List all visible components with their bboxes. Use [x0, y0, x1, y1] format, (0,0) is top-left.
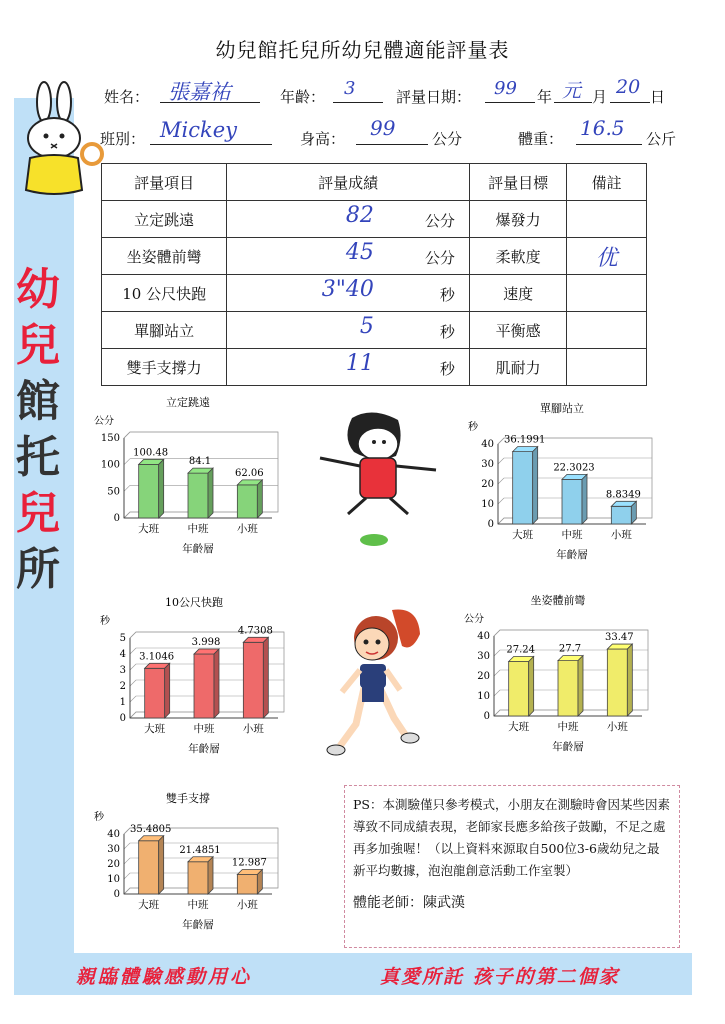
y-tick-label: 1 — [119, 697, 126, 708]
bar — [139, 464, 159, 518]
y-axis-label: 公分 — [464, 614, 484, 625]
chart-sit-and-reach — [462, 592, 662, 762]
y-tick-label: 30 — [107, 844, 120, 855]
chart-10m-run — [98, 594, 298, 764]
y-tick-label: 0 — [113, 889, 120, 900]
chart-standing-jump — [92, 394, 292, 564]
item-cell: 立定跳遠 — [102, 201, 227, 238]
page-title: 幼兒館托兒所幼兒體適能評量表 — [215, 38, 510, 62]
result-unit: 秒 — [439, 360, 455, 378]
chart-title: 單腳站立 — [540, 402, 584, 415]
bar-side — [165, 663, 170, 718]
note-cell: 优 — [567, 238, 647, 275]
weight-unit: 公斤 — [646, 130, 677, 148]
running-girl-illustration — [322, 606, 432, 776]
y-axis-label: 公分 — [94, 416, 114, 427]
bar — [145, 668, 165, 718]
y-tick-label: 30 — [481, 459, 494, 470]
table-row — [102, 349, 647, 386]
bar-side — [257, 480, 262, 518]
bar — [139, 841, 159, 894]
table-header: 評量項目 — [102, 164, 227, 201]
note-cell — [567, 349, 647, 386]
age-value: 3 — [344, 78, 356, 99]
y-tick-label: 0 — [119, 713, 126, 724]
y-tick-label: 20 — [481, 479, 494, 490]
data-label: 36.1991 — [503, 434, 546, 446]
bar — [607, 649, 627, 716]
y-tick-label: 20 — [107, 859, 120, 870]
x-axis-label: 年齡層 — [552, 741, 584, 753]
name-label: 姓名： — [104, 88, 150, 106]
y-tick-label: 0 — [113, 513, 120, 524]
data-label: 3.1046 — [139, 651, 175, 663]
x-tick-label: 小班 — [242, 723, 264, 735]
age-label: 年齡： — [280, 88, 326, 106]
chart-one-leg-stand — [466, 400, 666, 570]
x-tick-label: 小班 — [606, 721, 628, 733]
footer-left-slogan: 親臨體驗感動用心 — [76, 966, 253, 988]
ps-note-text: PS：本測驗僅只參考模式，小朋友在測驗時會因某些因素導致不同成績表現，老師家長應多給孩子鼓勵，不足之處再多加強喔！（以上資料來源取自500位3-6歲幼兒之最新平均數據，泡泡龍創意活動工作室製） — [353, 797, 670, 878]
result-value: 11 — [345, 351, 374, 376]
x-tick-label: 中班 — [193, 723, 215, 735]
y-tick-label: 100 — [100, 459, 120, 471]
item-cell: 單腳站立 — [102, 312, 227, 349]
data-label: 12.987 — [231, 857, 267, 869]
item-cell: 坐姿體前彎 — [102, 238, 227, 275]
y-tick-label: 10 — [481, 499, 494, 510]
data-label: 35.4805 — [129, 823, 172, 835]
y-tick-label: 3 — [119, 665, 126, 676]
x-tick-label: 大班 — [138, 523, 160, 535]
class-value: Mickey — [160, 118, 237, 142]
height-value: 99 — [370, 116, 396, 140]
result-unit: 秒 — [439, 286, 455, 304]
result-value: 82 — [345, 203, 374, 228]
chart-title: 立定跳遠 — [166, 396, 210, 409]
table-row — [102, 238, 647, 275]
bar-side — [159, 836, 164, 894]
x-tick-label: 中班 — [187, 523, 209, 535]
x-tick-label: 中班 — [187, 899, 209, 911]
bar — [194, 654, 214, 718]
item-cell: 10 公尺快跑 — [102, 275, 227, 312]
table-header: 評量成績 — [227, 164, 470, 201]
result-value: 5 — [359, 314, 374, 339]
y-tick-label: 40 — [477, 631, 490, 642]
date-label: 評量日期： — [396, 88, 472, 106]
data-label: 4.7308 — [237, 625, 273, 637]
teacher-signature: 體能老師：陳武漢 — [353, 895, 465, 911]
y-tick-label: 10 — [477, 691, 490, 702]
bar-side — [529, 657, 534, 716]
x-tick-label: 小班 — [236, 523, 258, 535]
month-label: 月 — [592, 88, 608, 106]
height-label: 身高： — [300, 130, 346, 148]
table-row — [102, 201, 647, 238]
result-value: 45 — [345, 240, 374, 265]
table-header: 評量目標 — [469, 164, 566, 201]
y-axis-label: 秒 — [94, 812, 104, 823]
goal-cell: 平衡感 — [469, 312, 566, 349]
bar-side — [578, 656, 583, 716]
weight-label: 體重： — [518, 130, 564, 148]
data-label: 21.4851 — [179, 844, 221, 856]
data-label: 100.48 — [133, 447, 169, 459]
chart-title: 雙手支撐 — [166, 792, 210, 805]
data-label: 84.1 — [188, 456, 212, 468]
height-unit: 公分 — [432, 130, 463, 148]
result-unit: 秒 — [439, 323, 455, 341]
y-tick-label: 30 — [477, 651, 490, 662]
bar-side — [208, 857, 213, 894]
note-cell — [567, 312, 647, 349]
bar — [237, 485, 257, 518]
note-cell — [567, 275, 647, 312]
day-label: 日 — [650, 88, 666, 106]
data-label: 22.3023 — [553, 462, 595, 474]
bar — [188, 473, 208, 518]
sidebar-char: 兒 — [16, 488, 60, 539]
bar — [188, 862, 208, 894]
x-axis-label: 年齡層 — [188, 743, 220, 755]
date-month: 元 — [562, 80, 582, 102]
x-tick-label: 大班 — [512, 529, 534, 541]
data-label: 62.06 — [235, 467, 264, 479]
jumping-kid-illustration — [312, 408, 442, 553]
result-value: 3"40 — [321, 277, 374, 302]
table-row — [102, 312, 647, 349]
sidebar-char: 幼 — [16, 264, 60, 315]
y-tick-label: 10 — [107, 874, 120, 885]
bar-side — [533, 447, 538, 524]
name-value: 張嘉祐 — [168, 80, 231, 104]
table-header: 備註 — [567, 164, 647, 201]
y-tick-label: 4 — [119, 649, 126, 660]
sidebar-char: 托 — [16, 432, 60, 483]
y-tick-label: 50 — [107, 486, 120, 498]
goal-cell: 爆發力 — [469, 201, 566, 238]
result-unit: 公分 — [424, 212, 455, 230]
bar-side — [159, 459, 164, 518]
sidebar-char: 館 — [16, 376, 60, 427]
y-tick-label: 5 — [119, 633, 126, 644]
bunny-mascot-icon — [12, 80, 108, 200]
x-axis-label: 年齡層 — [182, 919, 214, 931]
data-label: 27.7 — [558, 643, 582, 655]
y-tick-label: 150 — [100, 433, 120, 444]
data-label: 33.47 — [605, 632, 634, 644]
weight-value: 16.5 — [580, 116, 625, 140]
sidebar-char: 兒 — [16, 320, 60, 371]
x-tick-label: 大班 — [144, 723, 166, 735]
bar-side — [214, 649, 219, 718]
table-header-row — [102, 164, 647, 201]
x-axis-label: 年齡層 — [556, 549, 588, 561]
date-year: 99 — [494, 78, 517, 99]
x-tick-label: 中班 — [561, 529, 583, 541]
class-label: 班別： — [100, 130, 146, 148]
y-axis-label: 秒 — [468, 422, 478, 433]
y-tick-label: 20 — [477, 671, 490, 682]
data-label: 27.24 — [506, 644, 535, 656]
x-axis-label: 年齡層 — [182, 543, 214, 555]
chart-title: 10公尺快跑 — [165, 596, 223, 609]
x-tick-label: 大班 — [508, 721, 530, 733]
goal-cell: 柔軟度 — [469, 238, 566, 275]
bar-side — [627, 644, 632, 716]
result-unit: 公分 — [424, 249, 455, 267]
bar — [509, 662, 529, 716]
x-tick-label: 小班 — [610, 529, 632, 541]
bar — [558, 661, 578, 716]
y-tick-label: 40 — [481, 439, 494, 450]
x-tick-label: 小班 — [236, 899, 258, 911]
x-tick-label: 大班 — [138, 899, 160, 911]
y-tick-label: 0 — [487, 519, 494, 530]
x-tick-label: 中班 — [557, 721, 579, 733]
bar-side — [582, 474, 587, 524]
date-day: 20 — [616, 76, 641, 98]
bar — [562, 479, 582, 524]
y-tick-label: 40 — [107, 829, 120, 840]
score-table — [101, 163, 647, 386]
goal-cell: 速度 — [469, 275, 566, 312]
bar-side — [263, 637, 268, 718]
year-label: 年 — [537, 88, 553, 106]
bar-side — [208, 468, 213, 518]
bar — [513, 452, 533, 524]
y-tick-label: 0 — [483, 711, 490, 722]
footer-right-slogan: 真愛所託 孩子的第二個家 — [380, 966, 620, 988]
bar — [243, 642, 263, 718]
data-label: 8.8349 — [605, 489, 641, 501]
note-cell — [567, 201, 647, 238]
chart-title: 坐姿體前彎 — [530, 594, 586, 607]
y-axis-label: 秒 — [100, 616, 110, 627]
bar — [237, 875, 257, 894]
goal-cell: 肌耐力 — [469, 349, 566, 386]
y-tick-label: 2 — [119, 681, 126, 692]
bar — [611, 506, 631, 524]
chart-arm-support — [92, 790, 292, 940]
sidebar-char: 所 — [16, 544, 60, 595]
table-row — [102, 275, 647, 312]
item-cell: 雙手支撐力 — [102, 349, 227, 386]
data-label: 3.998 — [191, 637, 221, 649]
ps-note-box — [344, 785, 680, 948]
